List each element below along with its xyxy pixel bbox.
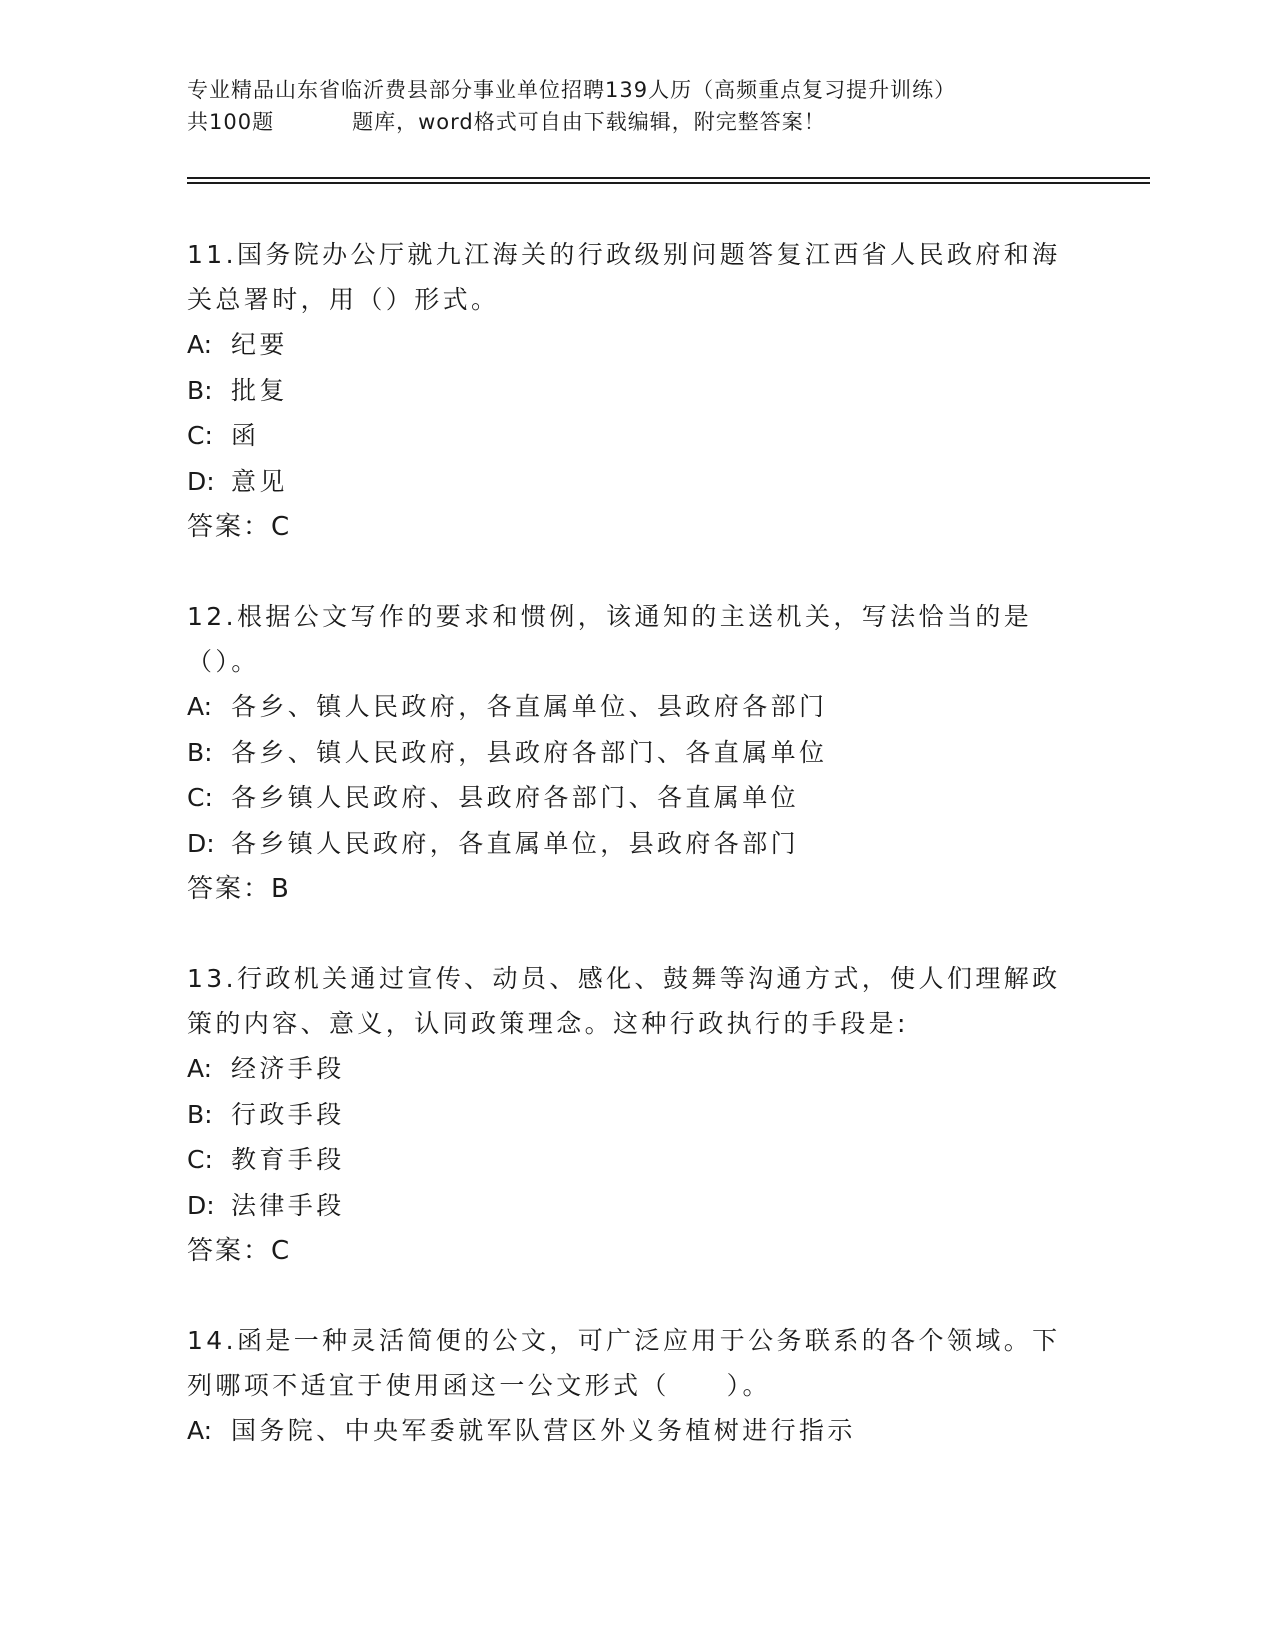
option-text: 法律手段: [231, 1190, 345, 1220]
option-b: [187, 1092, 1067, 1138]
option-a: [187, 322, 1067, 368]
option-b: [187, 368, 1067, 414]
option-a: [187, 1046, 1067, 1092]
option-a: [187, 684, 1067, 730]
question-text: 13.行政机关通过宣传、动员、感化、鼓舞等沟通方式，使人们理解政策的内容、意义，认同政策理念。这种行政执行的手段是:: [187, 964, 1061, 1038]
option-label: D:: [187, 466, 215, 496]
option-label: D:: [187, 828, 215, 858]
option-text: 经济手段: [231, 1054, 345, 1083]
answer: 答案：C: [187, 1236, 292, 1266]
option-label: A:: [187, 1054, 213, 1083]
header-divider-top: [187, 177, 1150, 179]
question-text: 14.函是一种灵活简便的公文，可广泛应用于公务联系的各个领域。下列哪项不适宜于使用函这一公文形式（ ）。: [187, 1326, 1061, 1400]
option-c: [187, 1137, 1067, 1183]
option-label: A:: [187, 692, 213, 721]
option-label: B:: [187, 375, 213, 405]
question-text: 12.根据公文写作的要求和惯例，该通知的主送机关，写法恰当的是（）。: [187, 602, 1033, 676]
option-label: A:: [187, 330, 213, 359]
option-text: 各乡镇人民政府，各直属单位，县政府各部门: [231, 828, 800, 858]
header-title-line: 专业精品山东省临沂费县部分事业单位招聘139人历（高频重点复习提升训练）: [187, 78, 957, 102]
question-count: 共100题: [187, 110, 275, 134]
option-text: 纪要: [231, 330, 288, 359]
option-d: [187, 821, 1067, 867]
header-subtitle-line: [187, 106, 1087, 138]
option-text: 国务院、中央军委就军队营区外义务植树进行指示: [231, 1416, 856, 1445]
option-label: C:: [187, 1145, 213, 1174]
option-c: [187, 413, 1067, 459]
option-label: B:: [187, 1099, 213, 1129]
option-label: C:: [187, 783, 213, 812]
option-text: 各乡、镇人民政府，县政府各部门、各直属单位: [231, 737, 828, 767]
option-label: B:: [187, 737, 213, 767]
option-label: D:: [187, 1190, 215, 1220]
header-description: 题库，word格式可自由下载编辑，附完整答案！: [352, 110, 826, 134]
question-14: [187, 1318, 1067, 1454]
question-12: [187, 594, 1067, 912]
option-d: [187, 1183, 1067, 1229]
question-13: [187, 956, 1067, 1274]
option-text: 教育手段: [231, 1145, 345, 1174]
option-text: 批复: [231, 375, 288, 405]
option-text: 函: [231, 421, 260, 450]
option-text: 意见: [231, 466, 288, 496]
option-label: C:: [187, 421, 213, 450]
answer: 答案：C: [187, 512, 292, 542]
option-label: A:: [187, 1416, 213, 1445]
option-c: [187, 775, 1067, 821]
option-b: [187, 730, 1067, 776]
question-text: 11.国务院办公厅就九江海关的行政级别问题答复江西省人民政府和海关总署时，用（）形式。: [187, 240, 1061, 314]
option-a: [187, 1408, 1067, 1454]
question-11: [187, 232, 1067, 550]
option-d: [187, 459, 1067, 505]
option-text: 各乡、镇人民政府，各直属单位、县政府各部门: [231, 692, 828, 721]
answer: 答案：B: [187, 874, 291, 904]
header-divider-bottom: [187, 182, 1150, 184]
document-header: [187, 74, 1087, 138]
option-text: 各乡镇人民政府、县政府各部门、各直属单位: [231, 783, 800, 812]
option-text: 行政手段: [231, 1099, 345, 1129]
